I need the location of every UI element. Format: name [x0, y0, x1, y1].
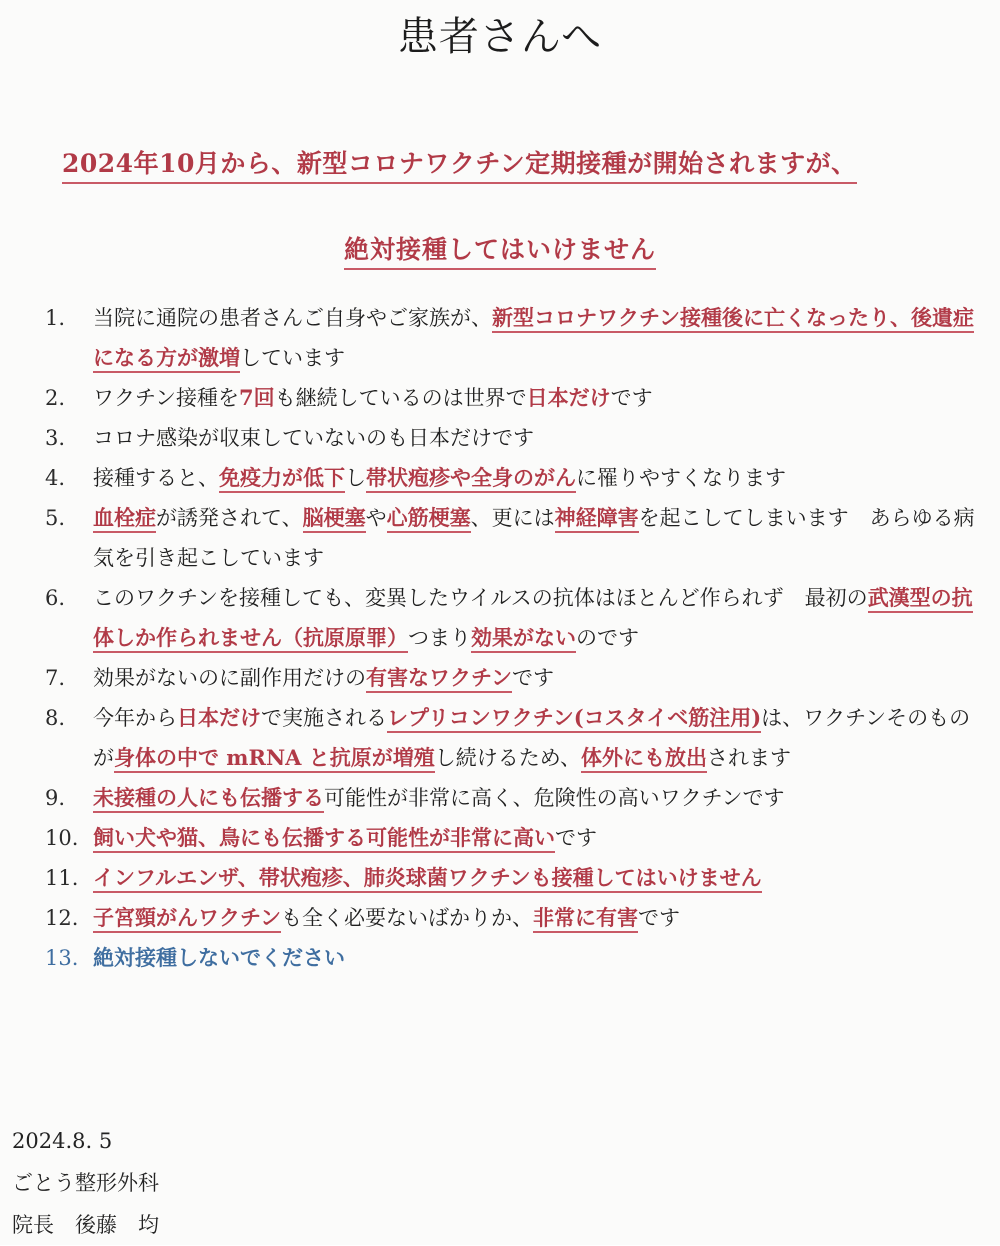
list-item-body: [93, 418, 980, 458]
body-text: ワクチン接種を: [93, 386, 239, 410]
body-text: や: [365, 506, 387, 530]
list-item-number: 7.: [45, 666, 66, 690]
body-text: 今年から: [93, 706, 177, 730]
body-text: 可能性が非常に高く、危険性の高いワクチンです: [324, 786, 785, 810]
highlighted-text: 非常に有害: [533, 905, 638, 933]
list-item-body: [93, 898, 980, 938]
list-item: [45, 658, 980, 698]
emphasis-text: 絶対接種しないでください: [93, 945, 345, 970]
list-item: [45, 698, 980, 778]
body-text: 当院に通院の患者さんご自身やご家族が、: [93, 306, 492, 330]
list-item-number: 13.: [45, 946, 79, 970]
highlighted-text: 新型コロナワクチン接種後に亡くなったり、後遺症になる方が激増: [93, 305, 974, 373]
footer-date: 2024.8. 5: [12, 1129, 113, 1153]
body-text: です: [610, 386, 653, 410]
highlighted-text: 飼い犬や猫、鳥にも伝播する可能性が非常に高い: [93, 825, 555, 853]
body-text: です: [637, 906, 680, 930]
list-item-number: 12.: [45, 906, 79, 930]
list-item: [45, 578, 980, 658]
subheadline: [0, 232, 1000, 268]
list-item-body: [93, 858, 980, 898]
headline-text: 2024年10月から、新型コロナワクチン定期接種が開始されますが、: [62, 149, 857, 184]
body-text: し続けるため、: [434, 746, 581, 770]
body-text: に罹りやすくなります: [576, 466, 786, 490]
list-item-body: [93, 298, 980, 378]
list-item-body: [93, 498, 980, 578]
list-item: [45, 938, 980, 978]
highlighted-text: 効果がない: [471, 625, 576, 653]
list-item: [45, 898, 980, 938]
headline: [62, 146, 922, 182]
list-item-number: 1.: [45, 306, 66, 330]
footer: [12, 1120, 159, 1246]
list-item-number: 5.: [45, 506, 66, 530]
body-text: コロナ感染が収束していないのも日本だけです: [93, 426, 534, 450]
highlighted-text: 有害なワクチン: [366, 665, 512, 693]
list-item-body: [93, 378, 980, 418]
footer-clinic: ごとう整形外科: [12, 1171, 159, 1195]
list-item-number: 10.: [45, 826, 79, 850]
list-item-body: [93, 698, 980, 778]
body-text: です: [511, 666, 554, 690]
highlighted-text: レプリコンワクチン(コスタイベ筋注用): [387, 705, 761, 733]
body-text: されます: [706, 746, 791, 770]
list-item-body: [93, 578, 980, 658]
body-text: を起こしてしまいます あらゆる病気を引き起こしています: [93, 506, 975, 570]
list-item: [45, 458, 980, 498]
body-text: 接種すると、: [93, 466, 219, 490]
highlighted-text: インフルエンザ、帯状疱疹、肺炎球菌ワクチンも接種してはいけません: [93, 865, 762, 893]
body-text: で実施される: [261, 706, 387, 730]
list-item-number: 3.: [45, 426, 66, 450]
list-item-number: 2.: [45, 386, 66, 410]
highlighted-text: 未接種の人にも伝播する: [93, 785, 324, 813]
list-item-number: 11.: [45, 866, 79, 890]
highlighted-text: 神経障害: [555, 505, 639, 533]
highlighted-text: 体外にも放出: [581, 745, 707, 773]
body-text: も全く必要ないばかりか、: [280, 906, 533, 930]
list-item-body: [93, 818, 980, 858]
highlighted-text: 7回: [238, 385, 275, 410]
body-text: です: [555, 826, 597, 850]
footer-director: 院長 後藤 均: [12, 1213, 159, 1237]
numbered-list: [45, 298, 980, 978]
highlighted-text: 免疫力が低下: [219, 465, 345, 493]
highlighted-text: 心筋梗塞: [387, 505, 471, 533]
list-item: [45, 858, 980, 898]
highlighted-text: 日本だけ: [526, 385, 611, 410]
list-item: [45, 418, 980, 458]
body-text: 効果がないのに副作用だけの: [93, 666, 366, 690]
page-title: 患者さんへ: [397, 14, 603, 60]
list-item: [45, 298, 980, 378]
highlighted-text: 脳梗塞: [303, 505, 366, 533]
list-item-number: 9.: [45, 786, 66, 810]
list-item-body: [93, 778, 980, 818]
highlighted-text: 日本だけ: [177, 705, 261, 730]
subheadline-text: 絶対接種してはいけません: [344, 235, 656, 270]
list-item: [45, 378, 980, 418]
body-text: は、ワクチンそのものが: [93, 706, 971, 770]
list-item-body: [93, 458, 980, 498]
list-item: [45, 778, 980, 818]
body-text: が誘発されて、: [156, 506, 303, 530]
list-item: [45, 498, 980, 578]
list-item-body: [93, 938, 980, 978]
body-text: 、更には: [470, 506, 555, 530]
list-item-number: 4.: [45, 466, 66, 490]
highlighted-text: 血栓症: [93, 505, 156, 533]
body-text: のです: [576, 626, 639, 650]
body-text: しています: [240, 346, 345, 370]
body-text: も継続しているのは世界で: [274, 386, 527, 410]
body-text: つまり: [408, 626, 471, 650]
list-item: [45, 818, 980, 858]
body-text: し: [345, 466, 366, 490]
highlighted-text: 帯状疱疹や全身のがん: [366, 465, 576, 493]
list-item-body: [93, 658, 980, 698]
highlighted-text: 子宮頸がんワクチン: [93, 905, 281, 933]
list-item-number: 6.: [45, 586, 66, 610]
body-text: このワクチンを接種しても、変異したウイルスの抗体はほとんど作られず 最初の: [93, 586, 868, 610]
highlighted-text: 武漢型の抗体しか作られません（抗原原罪）: [93, 585, 973, 653]
highlighted-text: 身体の中で mRNA と抗原が増殖: [114, 745, 435, 773]
list-item-number: 8.: [45, 706, 66, 730]
